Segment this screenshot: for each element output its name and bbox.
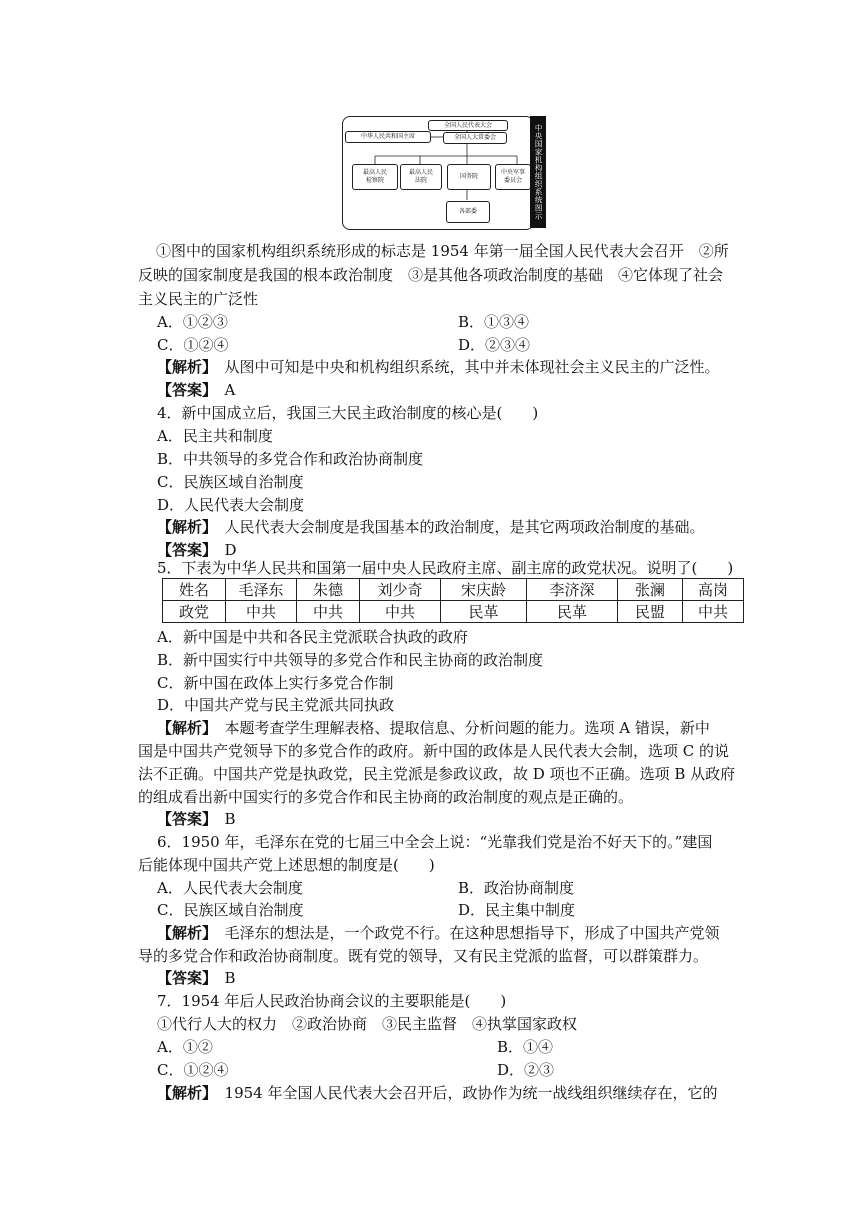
q7-option-d: D．②③ (497, 1061, 555, 1079)
diagram-side-label: 中央国家机构组织系统图示 (530, 116, 546, 228)
q5-analysis-line4: 的组成看出新中国实行的多党合作和民主协商的政治制度的观点是正确的。 (138, 788, 634, 806)
q6-option-a: A．人民代表大会制度 (157, 879, 303, 897)
q3-analysis: 【解析】 从图中可知是中央和机构组织系统，其中并未体现社会主义民主的广泛性。 (157, 358, 720, 376)
q4-answer: 【答案】 D (157, 541, 237, 559)
q7-option-c: C．①②④ (157, 1061, 229, 1079)
q3-option-a: A．①②③ (157, 313, 228, 331)
party-table (162, 578, 744, 623)
q5-analysis-line2: 国是中国共产党领导下的多党合作的政府。新中国的政体是人民代表大会制，选项 C 的说 (138, 742, 730, 760)
q3-statements-line2: 反映的国家制度是我国的根本政治制度 ③是其他各项政治制度的基础 ④它体现了社会 (138, 266, 724, 284)
q5-stem: 5．下表为中华人民共和国第一届中央人民政府主席、副主席的政党状况。说明了( ) (157, 559, 734, 577)
node-npc: 全国人民代表大会 (428, 120, 508, 131)
node-ministries: 各部委 (446, 201, 490, 223)
q3-statements-line1: ①图中的国家机构组织系统形成的标志是 1954 年第一届全国人民代表大会召开 ②所 (156, 242, 729, 260)
q7-analysis: 【解析】 1954 年全国人民代表大会召开后，政协作为统一战线组织继续存在，它的 (157, 1084, 718, 1102)
q4-analysis: 【解析】 人民代表大会制度是我国基本的政治制度，是其它两项政治制度的基础。 (157, 518, 705, 536)
q6-analysis-line2: 导的多党合作和政治协商制度。既有党的领导，又有民主党派的监督，可以群策群力。 (138, 947, 709, 965)
q5-answer: 【答案】 B (157, 810, 236, 828)
org-chart-diagram (342, 116, 548, 230)
q6-answer: 【答案】 B (157, 969, 236, 987)
node-president: 中华人民共和国主席 (345, 131, 431, 143)
q7-items: ①代行人大的权力 ②政治协商 ③民主监督 ④执掌国家政权 (157, 1015, 578, 1033)
table-row: 政党 中共 中共 中共 民革 民革 民盟 中共 (163, 601, 744, 623)
node-state-council: 国务院 (447, 164, 491, 190)
q7-option-a: A．①② (157, 1038, 213, 1056)
q3-option-c: C．①②④ (157, 336, 229, 354)
q5-option-b: B．新中国实行中共领导的多党合作和民主协商的政治制度 (157, 651, 544, 669)
q4-option-b: B．中共领导的多党合作和政治协商制度 (157, 450, 424, 468)
q6-analysis-line1: 【解析】 毛泽东的想法是，一个政党不行。在这种思想指导下，形成了中国共产党领 (157, 924, 720, 942)
q5-analysis-line1: 【解析】 本题考查学生理解表格、提取信息、分析问题的能力。选项 A 错误，新中 (157, 719, 710, 737)
q6-stem-line1: 6．1950 年，毛泽东在党的七届三中全会上说：“光靠我们党是治不好天下的。”建国 (157, 833, 713, 851)
q7-stem: 7．1954 年后人民政治协商会议的主要职能是( ) (157, 992, 507, 1010)
q5-analysis-line3: 法不正确。中国共产党是执政党，民主党派是参政议政，故 D 项也不正确。选项 B 从政府 (138, 765, 736, 783)
table-row: 姓名 毛泽东 朱德 刘少奇 宋庆龄 李济深 张澜 高岗 (163, 579, 744, 601)
q5-option-a: A．新中国是中共和各民主党派联合执政的政府 (157, 628, 468, 646)
node-procuratorate: 最高人民 检察院 (352, 164, 398, 190)
q4-option-c: C．民族区域自治制度 (157, 473, 304, 491)
q6-option-b: B．政治协商制度 (458, 879, 575, 897)
q5-option-d: D．中国共产党与民主党派共同执政 (157, 696, 395, 714)
q3-option-d: D．②③④ (458, 336, 531, 354)
q3-statements-line3: 主义民主的广泛性 (138, 290, 259, 308)
node-military-commission: 中央军事 委员会 (495, 164, 531, 190)
q6-option-c: C．民族区域自治制度 (157, 901, 304, 919)
q4-option-a: A．民主共和制度 (157, 427, 273, 445)
q7-option-b: B．①④ (497, 1038, 554, 1056)
q3-option-b: B．①③④ (458, 313, 530, 331)
q6-stem-line2: 后能体现中国共产党上述思想的制度是( ) (138, 856, 435, 874)
node-standing-committee: 全国人大常委会 (443, 132, 507, 144)
node-court: 最高人民 法院 (400, 164, 442, 190)
q6-option-d: D．民主集中制度 (458, 901, 576, 919)
q4-stem: 4．新中国成立后，我国三大民主政治制度的核心是( ) (157, 404, 539, 422)
q3-answer: 【答案】 A (157, 381, 236, 399)
q4-option-d: D．人民代表大会制度 (157, 496, 305, 514)
q5-option-c: C．新中国在政体上实行多党合作制 (157, 674, 394, 692)
